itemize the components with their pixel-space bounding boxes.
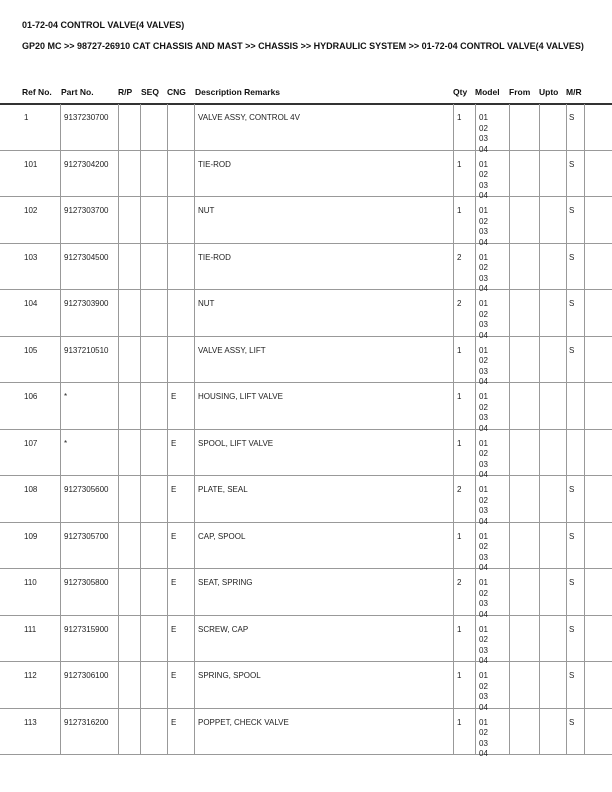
column-divider xyxy=(167,383,168,429)
column-divider xyxy=(453,616,454,662)
column-divider xyxy=(60,244,61,290)
header-upto: Upto xyxy=(539,87,559,97)
header-model: Model xyxy=(475,87,500,97)
column-divider xyxy=(509,197,510,243)
cell-model: 01 02 03 04 xyxy=(479,717,488,758)
header-mr: M/R xyxy=(566,87,582,97)
column-divider xyxy=(566,523,567,569)
cell-part: 9127315900 xyxy=(64,624,109,634)
column-divider xyxy=(453,569,454,615)
column-divider xyxy=(475,430,476,476)
column-divider xyxy=(509,383,510,429)
cell-model: 01 02 03 04 xyxy=(479,671,488,712)
column-divider xyxy=(140,151,141,197)
page-title: 01-72-04 CONTROL VALVE(4 VALVES) xyxy=(22,20,185,30)
column-divider xyxy=(475,709,476,755)
column-divider xyxy=(539,197,540,243)
table-row[interactable] xyxy=(0,244,612,291)
column-divider xyxy=(584,104,585,150)
cell-desc: VALVE ASSY, LIFT xyxy=(198,345,266,355)
column-divider xyxy=(453,337,454,383)
column-divider xyxy=(167,476,168,522)
cell-model: 01 02 03 04 xyxy=(479,345,488,386)
cell-part: 9127305800 xyxy=(64,578,109,587)
column-divider xyxy=(584,476,585,522)
cell-qty: 2 xyxy=(457,252,462,262)
column-divider xyxy=(140,290,141,336)
column-divider xyxy=(539,476,540,522)
column-divider xyxy=(140,383,141,429)
column-divider xyxy=(475,104,476,150)
column-divider xyxy=(584,244,585,290)
cell-desc: POPPET, CHECK VALVE xyxy=(198,717,289,727)
column-divider xyxy=(453,197,454,243)
column-divider xyxy=(584,430,585,476)
column-divider xyxy=(140,104,141,150)
column-divider xyxy=(475,244,476,290)
column-divider xyxy=(584,383,585,429)
cell-qty: 1 xyxy=(457,624,462,634)
column-divider xyxy=(566,476,567,522)
column-divider xyxy=(60,430,61,476)
column-divider xyxy=(194,569,195,615)
column-divider xyxy=(60,383,61,429)
column-divider xyxy=(584,290,585,336)
cell-ref: 111 xyxy=(24,624,37,634)
column-divider xyxy=(539,709,540,755)
cell-mr: S xyxy=(569,299,575,308)
column-divider xyxy=(509,616,510,662)
column-divider xyxy=(167,523,168,569)
table-row[interactable] xyxy=(0,523,612,570)
column-divider xyxy=(140,569,141,615)
column-divider xyxy=(509,476,510,522)
column-divider xyxy=(566,244,567,290)
table-row[interactable] xyxy=(0,430,612,477)
column-divider xyxy=(584,151,585,197)
column-divider xyxy=(167,430,168,476)
column-divider xyxy=(194,197,195,243)
cell-ref: 103 xyxy=(24,252,38,262)
column-divider xyxy=(566,616,567,662)
column-divider xyxy=(566,662,567,708)
cell-cng: E xyxy=(171,624,177,634)
cell-model: 01 02 03 04 xyxy=(479,252,488,293)
cell-part: 9127306100 xyxy=(64,671,109,680)
column-divider xyxy=(194,244,195,290)
column-divider xyxy=(194,430,195,476)
table-row[interactable] xyxy=(0,662,612,712)
cell-ref: 112 xyxy=(24,671,37,680)
column-divider xyxy=(453,104,454,150)
table-row[interactable] xyxy=(0,476,612,526)
cell-cng: E xyxy=(171,671,177,680)
column-divider xyxy=(118,523,119,569)
column-divider xyxy=(167,569,168,615)
column-divider xyxy=(584,662,585,708)
column-divider xyxy=(60,662,61,708)
column-divider xyxy=(140,244,141,290)
cell-mr: S xyxy=(569,578,575,587)
cell-cng: E xyxy=(171,438,177,448)
cell-model: 01 02 03 04 xyxy=(479,531,488,572)
cell-part: 9127305700 xyxy=(64,531,109,541)
cell-part: 9127305600 xyxy=(64,485,109,494)
cell-part: * xyxy=(64,438,68,448)
column-divider xyxy=(566,290,567,336)
column-divider xyxy=(60,709,61,755)
column-divider xyxy=(60,290,61,336)
column-divider xyxy=(539,569,540,615)
column-divider xyxy=(118,476,119,522)
column-divider xyxy=(509,104,510,150)
column-divider xyxy=(118,709,119,755)
cell-part: 9127316200 xyxy=(64,717,109,727)
cell-model: 01 02 03 04 xyxy=(479,159,488,200)
column-divider xyxy=(118,616,119,662)
column-divider xyxy=(118,337,119,383)
column-divider xyxy=(118,151,119,197)
column-divider xyxy=(60,151,61,197)
cell-qty: 1 xyxy=(457,438,462,448)
column-divider xyxy=(60,197,61,243)
column-divider xyxy=(140,523,141,569)
cell-mr: S xyxy=(569,345,575,355)
cell-cng: E xyxy=(171,485,177,494)
cell-desc: HOUSING, LIFT VALVE xyxy=(198,392,283,401)
column-divider xyxy=(60,337,61,383)
cell-mr: S xyxy=(569,624,575,634)
column-divider xyxy=(194,151,195,197)
column-divider xyxy=(118,430,119,476)
cell-ref: 102 xyxy=(24,206,38,215)
cell-ref: 105 xyxy=(24,345,38,355)
column-divider xyxy=(118,290,119,336)
column-divider xyxy=(118,569,119,615)
column-divider xyxy=(167,244,168,290)
column-divider xyxy=(167,662,168,708)
column-divider xyxy=(584,569,585,615)
column-divider xyxy=(194,523,195,569)
column-divider xyxy=(566,383,567,429)
column-divider xyxy=(539,523,540,569)
column-divider xyxy=(584,523,585,569)
header-ref-no: Ref No. xyxy=(22,87,52,97)
cell-qty: 2 xyxy=(457,578,462,587)
breadcrumb: GP20 MC >> 98727-26910 CAT CHASSIS AND MAST >> CHASSIS >> HYDRAULIC SYSTEM >> 01-72-04 CONTROL VALVE(4 VALVES) xyxy=(22,41,584,51)
cell-qty: 1 xyxy=(457,531,462,541)
table-row[interactable] xyxy=(0,383,612,433)
column-divider xyxy=(60,523,61,569)
column-divider xyxy=(194,709,195,755)
cell-qty: 2 xyxy=(457,299,462,308)
column-divider xyxy=(509,290,510,336)
column-divider xyxy=(118,662,119,708)
column-divider xyxy=(118,197,119,243)
column-divider xyxy=(539,244,540,290)
cell-mr: S xyxy=(569,485,575,494)
cell-part: 9127304200 xyxy=(64,159,109,169)
cell-mr: S xyxy=(569,717,575,727)
cell-cng: E xyxy=(171,392,177,401)
table-row[interactable] xyxy=(0,337,612,384)
header-rp: R/P xyxy=(118,87,133,97)
column-divider xyxy=(584,197,585,243)
cell-cng: E xyxy=(171,531,177,541)
cell-ref: 113 xyxy=(24,717,37,727)
cell-mr: S xyxy=(569,206,575,215)
cell-ref: 1 xyxy=(24,113,29,122)
column-divider xyxy=(509,569,510,615)
cell-desc: SPRING, SPOOL xyxy=(198,671,261,680)
column-divider xyxy=(140,476,141,522)
cell-model: 01 02 03 04 xyxy=(479,113,488,154)
column-divider xyxy=(118,244,119,290)
column-divider xyxy=(194,290,195,336)
column-divider xyxy=(194,662,195,708)
column-divider xyxy=(566,197,567,243)
cell-desc: TIE-ROD xyxy=(198,252,231,262)
cell-model: 01 02 03 04 xyxy=(479,578,488,619)
cell-ref: 108 xyxy=(24,485,38,494)
column-divider xyxy=(60,104,61,150)
cell-ref: 101 xyxy=(24,159,38,169)
column-divider xyxy=(475,151,476,197)
cell-model: 01 02 03 04 xyxy=(479,624,488,665)
table-row[interactable] xyxy=(0,197,612,247)
column-divider xyxy=(60,476,61,522)
cell-qty: 1 xyxy=(457,717,462,727)
cell-model: 01 02 03 04 xyxy=(479,392,488,433)
cell-model: 01 02 03 04 xyxy=(479,485,488,526)
column-divider xyxy=(509,523,510,569)
column-divider xyxy=(140,430,141,476)
column-divider xyxy=(475,616,476,662)
column-divider xyxy=(584,616,585,662)
cell-desc: SPOOL, LIFT VALVE xyxy=(198,438,274,448)
column-divider xyxy=(475,662,476,708)
column-divider xyxy=(167,104,168,150)
cell-qty: 1 xyxy=(457,206,462,215)
column-divider xyxy=(539,337,540,383)
cell-cng: E xyxy=(171,578,177,587)
header-part-no: Part No. xyxy=(61,87,94,97)
cell-model: 01 02 03 04 xyxy=(479,438,488,479)
table-row[interactable] xyxy=(0,709,612,756)
cell-desc: SEAT, SPRING xyxy=(198,578,253,587)
column-divider xyxy=(167,616,168,662)
column-divider xyxy=(453,709,454,755)
column-divider xyxy=(566,709,567,755)
column-divider xyxy=(584,337,585,383)
column-divider xyxy=(194,616,195,662)
column-divider xyxy=(539,151,540,197)
column-divider xyxy=(453,244,454,290)
column-divider xyxy=(167,337,168,383)
column-divider xyxy=(539,104,540,150)
cell-mr: S xyxy=(569,531,575,541)
cell-ref: 107 xyxy=(24,438,38,448)
column-divider xyxy=(509,244,510,290)
column-divider xyxy=(475,383,476,429)
column-divider xyxy=(140,616,141,662)
cell-mr: S xyxy=(569,113,575,122)
table-row[interactable] xyxy=(0,616,612,663)
cell-desc: NUT xyxy=(198,299,215,308)
cell-part: 9127303700 xyxy=(64,206,109,215)
header-cng: CNG xyxy=(167,87,186,97)
column-divider xyxy=(167,197,168,243)
column-divider xyxy=(584,709,585,755)
cell-model: 01 02 03 04 xyxy=(479,299,488,340)
column-divider xyxy=(453,430,454,476)
table-row[interactable] xyxy=(0,290,612,340)
cell-qty: 2 xyxy=(457,485,462,494)
column-divider xyxy=(194,104,195,150)
column-divider xyxy=(475,476,476,522)
column-divider xyxy=(566,337,567,383)
cell-part: 9137210510 xyxy=(64,345,109,355)
cell-qty: 1 xyxy=(457,671,462,680)
cell-ref: 104 xyxy=(24,299,38,308)
cell-mr: S xyxy=(569,159,575,169)
cell-desc: TIE-ROD xyxy=(198,159,231,169)
column-divider xyxy=(539,290,540,336)
column-divider xyxy=(140,197,141,243)
column-divider xyxy=(194,476,195,522)
column-divider xyxy=(475,523,476,569)
column-divider xyxy=(509,662,510,708)
column-divider xyxy=(453,662,454,708)
header-description: Description Remarks xyxy=(195,87,281,97)
column-divider xyxy=(453,151,454,197)
column-divider xyxy=(509,151,510,197)
column-divider xyxy=(539,662,540,708)
cell-desc: VALVE ASSY, CONTROL 4V xyxy=(198,113,300,122)
column-divider xyxy=(475,290,476,336)
column-divider xyxy=(509,709,510,755)
column-divider xyxy=(118,383,119,429)
cell-desc: SCREW, CAP xyxy=(198,624,249,634)
column-divider xyxy=(566,104,567,150)
column-divider xyxy=(475,197,476,243)
table-row[interactable] xyxy=(0,569,612,619)
cell-ref: 109 xyxy=(24,531,38,541)
column-divider xyxy=(453,290,454,336)
header-from: From xyxy=(509,87,531,97)
cell-ref: 106 xyxy=(24,392,38,401)
cell-part: 9127304500 xyxy=(64,252,109,262)
table-row[interactable] xyxy=(0,104,612,154)
column-divider xyxy=(140,662,141,708)
cell-mr: S xyxy=(569,671,575,680)
column-divider xyxy=(194,337,195,383)
column-divider xyxy=(453,523,454,569)
column-divider xyxy=(167,290,168,336)
column-divider xyxy=(539,430,540,476)
column-divider xyxy=(475,337,476,383)
header-qty: Qty xyxy=(453,87,468,97)
column-divider xyxy=(566,151,567,197)
column-divider xyxy=(475,569,476,615)
column-divider xyxy=(566,430,567,476)
cell-part: 9137230700 xyxy=(64,113,109,122)
column-divider xyxy=(167,709,168,755)
cell-ref: 110 xyxy=(24,578,37,587)
column-divider xyxy=(140,337,141,383)
table-row[interactable] xyxy=(0,151,612,198)
cell-mr: S xyxy=(569,252,575,262)
column-divider xyxy=(509,337,510,383)
column-divider xyxy=(453,383,454,429)
cell-part: 9127303900 xyxy=(64,299,109,308)
column-divider xyxy=(140,709,141,755)
column-divider xyxy=(60,616,61,662)
column-divider xyxy=(194,383,195,429)
column-divider xyxy=(509,430,510,476)
cell-qty: 1 xyxy=(457,345,462,355)
cell-cng: E xyxy=(171,717,177,727)
column-divider xyxy=(60,569,61,615)
column-divider xyxy=(453,476,454,522)
cell-qty: 1 xyxy=(457,392,462,401)
cell-model: 01 02 03 04 xyxy=(479,206,488,247)
column-divider xyxy=(167,151,168,197)
column-divider xyxy=(539,383,540,429)
cell-qty: 1 xyxy=(457,159,462,169)
column-divider xyxy=(539,616,540,662)
column-divider xyxy=(566,569,567,615)
cell-desc: PLATE, SEAL xyxy=(198,485,248,494)
cell-desc: NUT xyxy=(198,206,215,215)
column-divider xyxy=(118,104,119,150)
cell-desc: CAP, SPOOL xyxy=(198,531,246,541)
cell-qty: 1 xyxy=(457,113,462,122)
cell-part: * xyxy=(64,392,68,401)
header-seq: SEQ xyxy=(141,87,159,97)
